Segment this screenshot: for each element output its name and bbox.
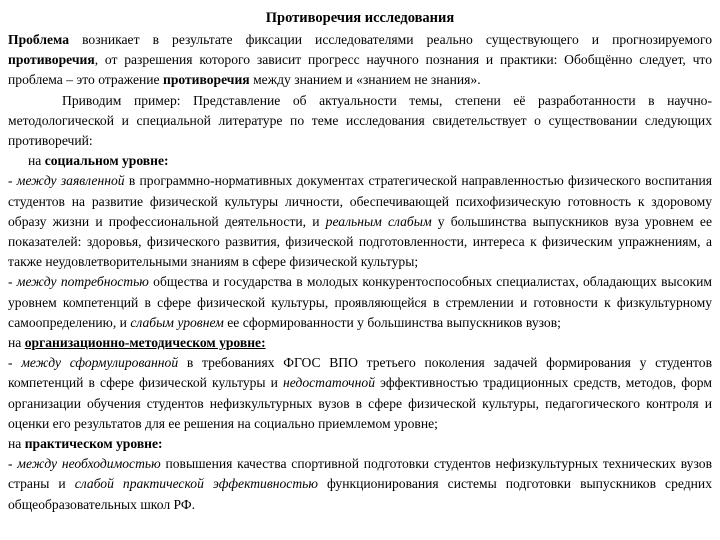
- social-level-heading: на социальном уровне:: [28, 153, 169, 169]
- practical-level-heading: на практическом уровне:: [8, 436, 163, 452]
- term-contradiction-2: противоречия: [162, 72, 250, 88]
- practical-item-1: - между необходимостью повышения качества спортивной подготовки студентов нефизкультурных технических вузов страны и слабой практической эффективностью функционирования системы подготовки выпускников средних общеобразовательных школ РФ.: [8, 456, 712, 512]
- social-item-2: - между потребностью общества и государства в молодых конкурентоспособных специалистах, обладающих высоким уровнем компетенций в сфере физической культуры, проявляющейся в стремлении и готовности к физкультурному самоопределению, и слабым уровнем ее сформированности у большинства выпускников вузов;: [8, 274, 712, 330]
- social-item-1: - между заявленной в программно-нормативных документах стратегической направленностью физического воспитания студентов на развитие физической культуры личности, обеспечивающей психофизическую готовность к здоровому образу жизни и профессиональной деятельности, и реальным слабым у большинства выпускников вуза уровнем ее показателей: здоровья, физического развития, физической подготовленности, интереса к физическим упражнениям, а также неудовлетворительными знаниям в сфере физической культуры;: [8, 173, 712, 270]
- example-paragraph: Приводим пример: Представление об актуальности темы, степени её разработанности в научно-методологической и специальной литературе по теме исследования свидетельствует о существовании следующих противоречий:: [8, 92, 712, 149]
- term-contradiction: противоречия: [8, 52, 95, 68]
- intro-paragraph: Проблема возникает в результате фиксации исследователями реально существующего и прогнозируемого противоречия, от разрешения которого зависит прогресс научного познания и практики: Обобщённо следует, что проблема – это отражение противоречия между знанием и «знанием не знания».: [8, 32, 712, 88]
- org-level-heading: на организационно-методическом уровне:: [8, 335, 266, 351]
- page-title: Противоречия исследования: [265, 10, 455, 26]
- term-problem: Проблема: [8, 32, 70, 47]
- org-item-1: - между сформулированной в требованиях ФГОС ВПО третьего поколения задачей формирования у студентов компетенций в сфере физической культуры и недостаточной эффективностью традиционных средств, методов, форм организации обучения студентов нефизкультурных вузов в сфере физической культуры, педагогического контроля и оценки его результатов для ее решения на социально приемлемом уровне;: [8, 355, 713, 431]
